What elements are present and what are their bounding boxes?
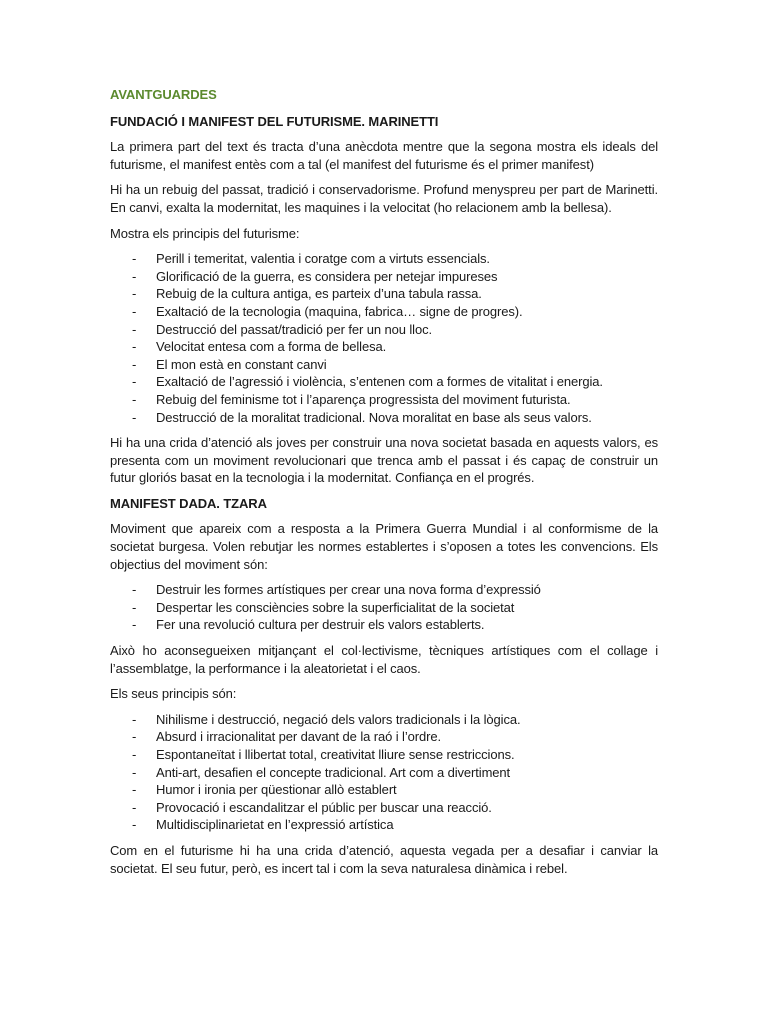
dash-bullet-icon: - (132, 286, 137, 302)
list-item (110, 711, 658, 729)
list-item (110, 816, 658, 834)
dash-bullet-icon: - (132, 782, 137, 798)
document-page (110, 86, 658, 885)
list-item-text: Anti-art, desafien el concepte tradicional. Art com a divertiment (156, 764, 511, 780)
dada-intro-paragraph: Moviment que apareix com a resposta a la Primera Guerra Mundial i al conformisme de la societat burgesa. Volen rebutjar les normes establertes i s’oposen a totes les convencions. Els objectius del moviment són: (110, 521, 658, 572)
list-item (110, 799, 658, 817)
list-item (110, 338, 658, 356)
list-item-text: Destrucció del passat/tradició per fer un nou lloc. (156, 321, 432, 337)
list-item (110, 616, 658, 634)
list-item (110, 356, 658, 374)
dash-bullet-icon: - (132, 268, 137, 284)
futurism-paragraph-1: La primera part del text és tracta d’una anècdota mentre que la segona mostra els ideals del futurisme, el manifest entès com a tal (el manifest del futurisme és el primer manifest) (110, 139, 658, 172)
futurism-closing-paragraph: Hi ha una crida d’atenció als joves per construir una nova societat basada en aquests valors, es presenta com un moviment revolucionari que trenca amb el passat i és capaç de construir un futur gloriós basat en la tecnologia i la modernitat. Confiança en el progrés. (110, 435, 658, 486)
dash-bullet-icon: - (132, 599, 137, 615)
list-item-text: Perill i temeritat, valentia i coratge com a virtuts essencials. (156, 251, 490, 267)
dada-heading: MANIFEST DADA. TZARA (110, 495, 267, 511)
list-item-text: Despertar les consciències sobre la superficialitat de la societat (156, 599, 515, 615)
dash-bullet-icon: - (132, 711, 137, 727)
list-item (110, 728, 658, 746)
dash-bullet-icon: - (132, 409, 137, 425)
list-item (110, 409, 658, 427)
list-item-text: Exaltació de l’agressió i violència, s’entenen com a formes de vitalitat i energia. (156, 374, 603, 390)
list-item (110, 746, 658, 764)
dash-bullet-icon: - (132, 303, 137, 319)
list-item-text: Nihilisme i destrucció, negació dels valors tradicionals i la lògica. (156, 711, 521, 727)
list-item (110, 781, 658, 799)
list-item (110, 250, 658, 268)
dash-bullet-icon: - (132, 339, 137, 355)
list-item-text: Espontaneïtat i llibertat total, creativitat lliure sense restriccions. (156, 747, 515, 762)
list-item-text: El mon està en constant canvi (156, 356, 327, 372)
dash-bullet-icon: - (132, 617, 137, 633)
list-item (110, 764, 658, 782)
list-item (110, 321, 658, 339)
list-item-text: Rebuig del feminisme tot i l’aparença progressista del moviment futurista. (156, 391, 571, 407)
list-item-text: Destrucció de la moralitat tradicional. Nova moralitat en base als seus valors. (156, 409, 592, 425)
futurism-heading: FUNDACIÓ I MANIFEST DEL FUTURISME. MARINETTI (110, 113, 439, 129)
dada-methods-paragraph: Això ho aconsegueixen mitjançant el col·lectivisme, tècniques artístiques com el collage i l’assemblatge, la performance i la aleatorietat i el caos. (110, 643, 658, 676)
dash-bullet-icon: - (132, 747, 137, 762)
dash-bullet-icon: - (132, 374, 137, 390)
dash-bullet-icon: - (132, 764, 137, 780)
section-tag: AVANTGUARDES (110, 87, 217, 102)
dada-principles-list (110, 711, 658, 834)
futurism-principles-list (110, 250, 658, 426)
list-item-text: Exaltació de la tecnologia (maquina, fabrica… signe de progres). (156, 303, 523, 319)
dash-bullet-icon: - (132, 251, 137, 267)
list-item (110, 599, 658, 617)
list-item (110, 268, 658, 286)
dash-bullet-icon: - (132, 582, 137, 598)
list-item-text: Velocitat entesa com a forma de bellesa. (156, 339, 387, 355)
list-item-text: Destruir les formes artístiques per crear una nova forma d’expressió (156, 582, 541, 598)
list-item-text: Provocació i escandalitzar el públic per buscar una reacció. (156, 799, 492, 815)
list-item (110, 285, 658, 303)
dada-objectives-list (110, 581, 658, 634)
dada-principles-intro: Els seus principis són: (110, 686, 237, 702)
list-item-text: Absurd i irracionalitat per davant de la raó i l’ordre. (156, 729, 441, 745)
list-item (110, 391, 658, 409)
dash-bullet-icon: - (132, 729, 137, 745)
list-item-text: Glorificació de la guerra, es considera per netejar impureses (156, 268, 498, 284)
dash-bullet-icon: - (132, 799, 137, 815)
list-item (110, 303, 658, 321)
list-item (110, 373, 658, 391)
futurism-paragraph-2: Hi ha un rebuig del passat, tradició i conservadorisme. Profund menyspreu per part de Marinetti. En canvi, exalta la modernitat, les maquines i la velocitat (ho relacionem amb la bellesa). (110, 182, 658, 215)
dash-bullet-icon: - (132, 356, 137, 372)
list-item-text: Fer una revolució cultura per destruir els valors establerts. (156, 617, 485, 633)
list-item-text: Rebuig de la cultura antiga, es parteix d’una tabula rassa. (156, 286, 482, 302)
list-item-text: Humor i ironia per qüestionar allò establert (156, 782, 397, 798)
list-item (110, 581, 658, 599)
dada-closing-paragraph: Com en el futurisme hi ha una crida d’atenció, aquesta vegada per a desafiar i canviar la societat. El seu futur, però, es incert tal i com la seva naturalesa dinàmica i rebel. (110, 842, 658, 876)
dash-bullet-icon: - (132, 817, 137, 833)
dash-bullet-icon: - (132, 391, 137, 407)
list-item-text: Multidisciplinarietat en l’expressió artística (156, 817, 394, 833)
dash-bullet-icon: - (132, 321, 137, 337)
futurism-principles-intro: Mostra els principis del futurisme: (110, 225, 300, 241)
